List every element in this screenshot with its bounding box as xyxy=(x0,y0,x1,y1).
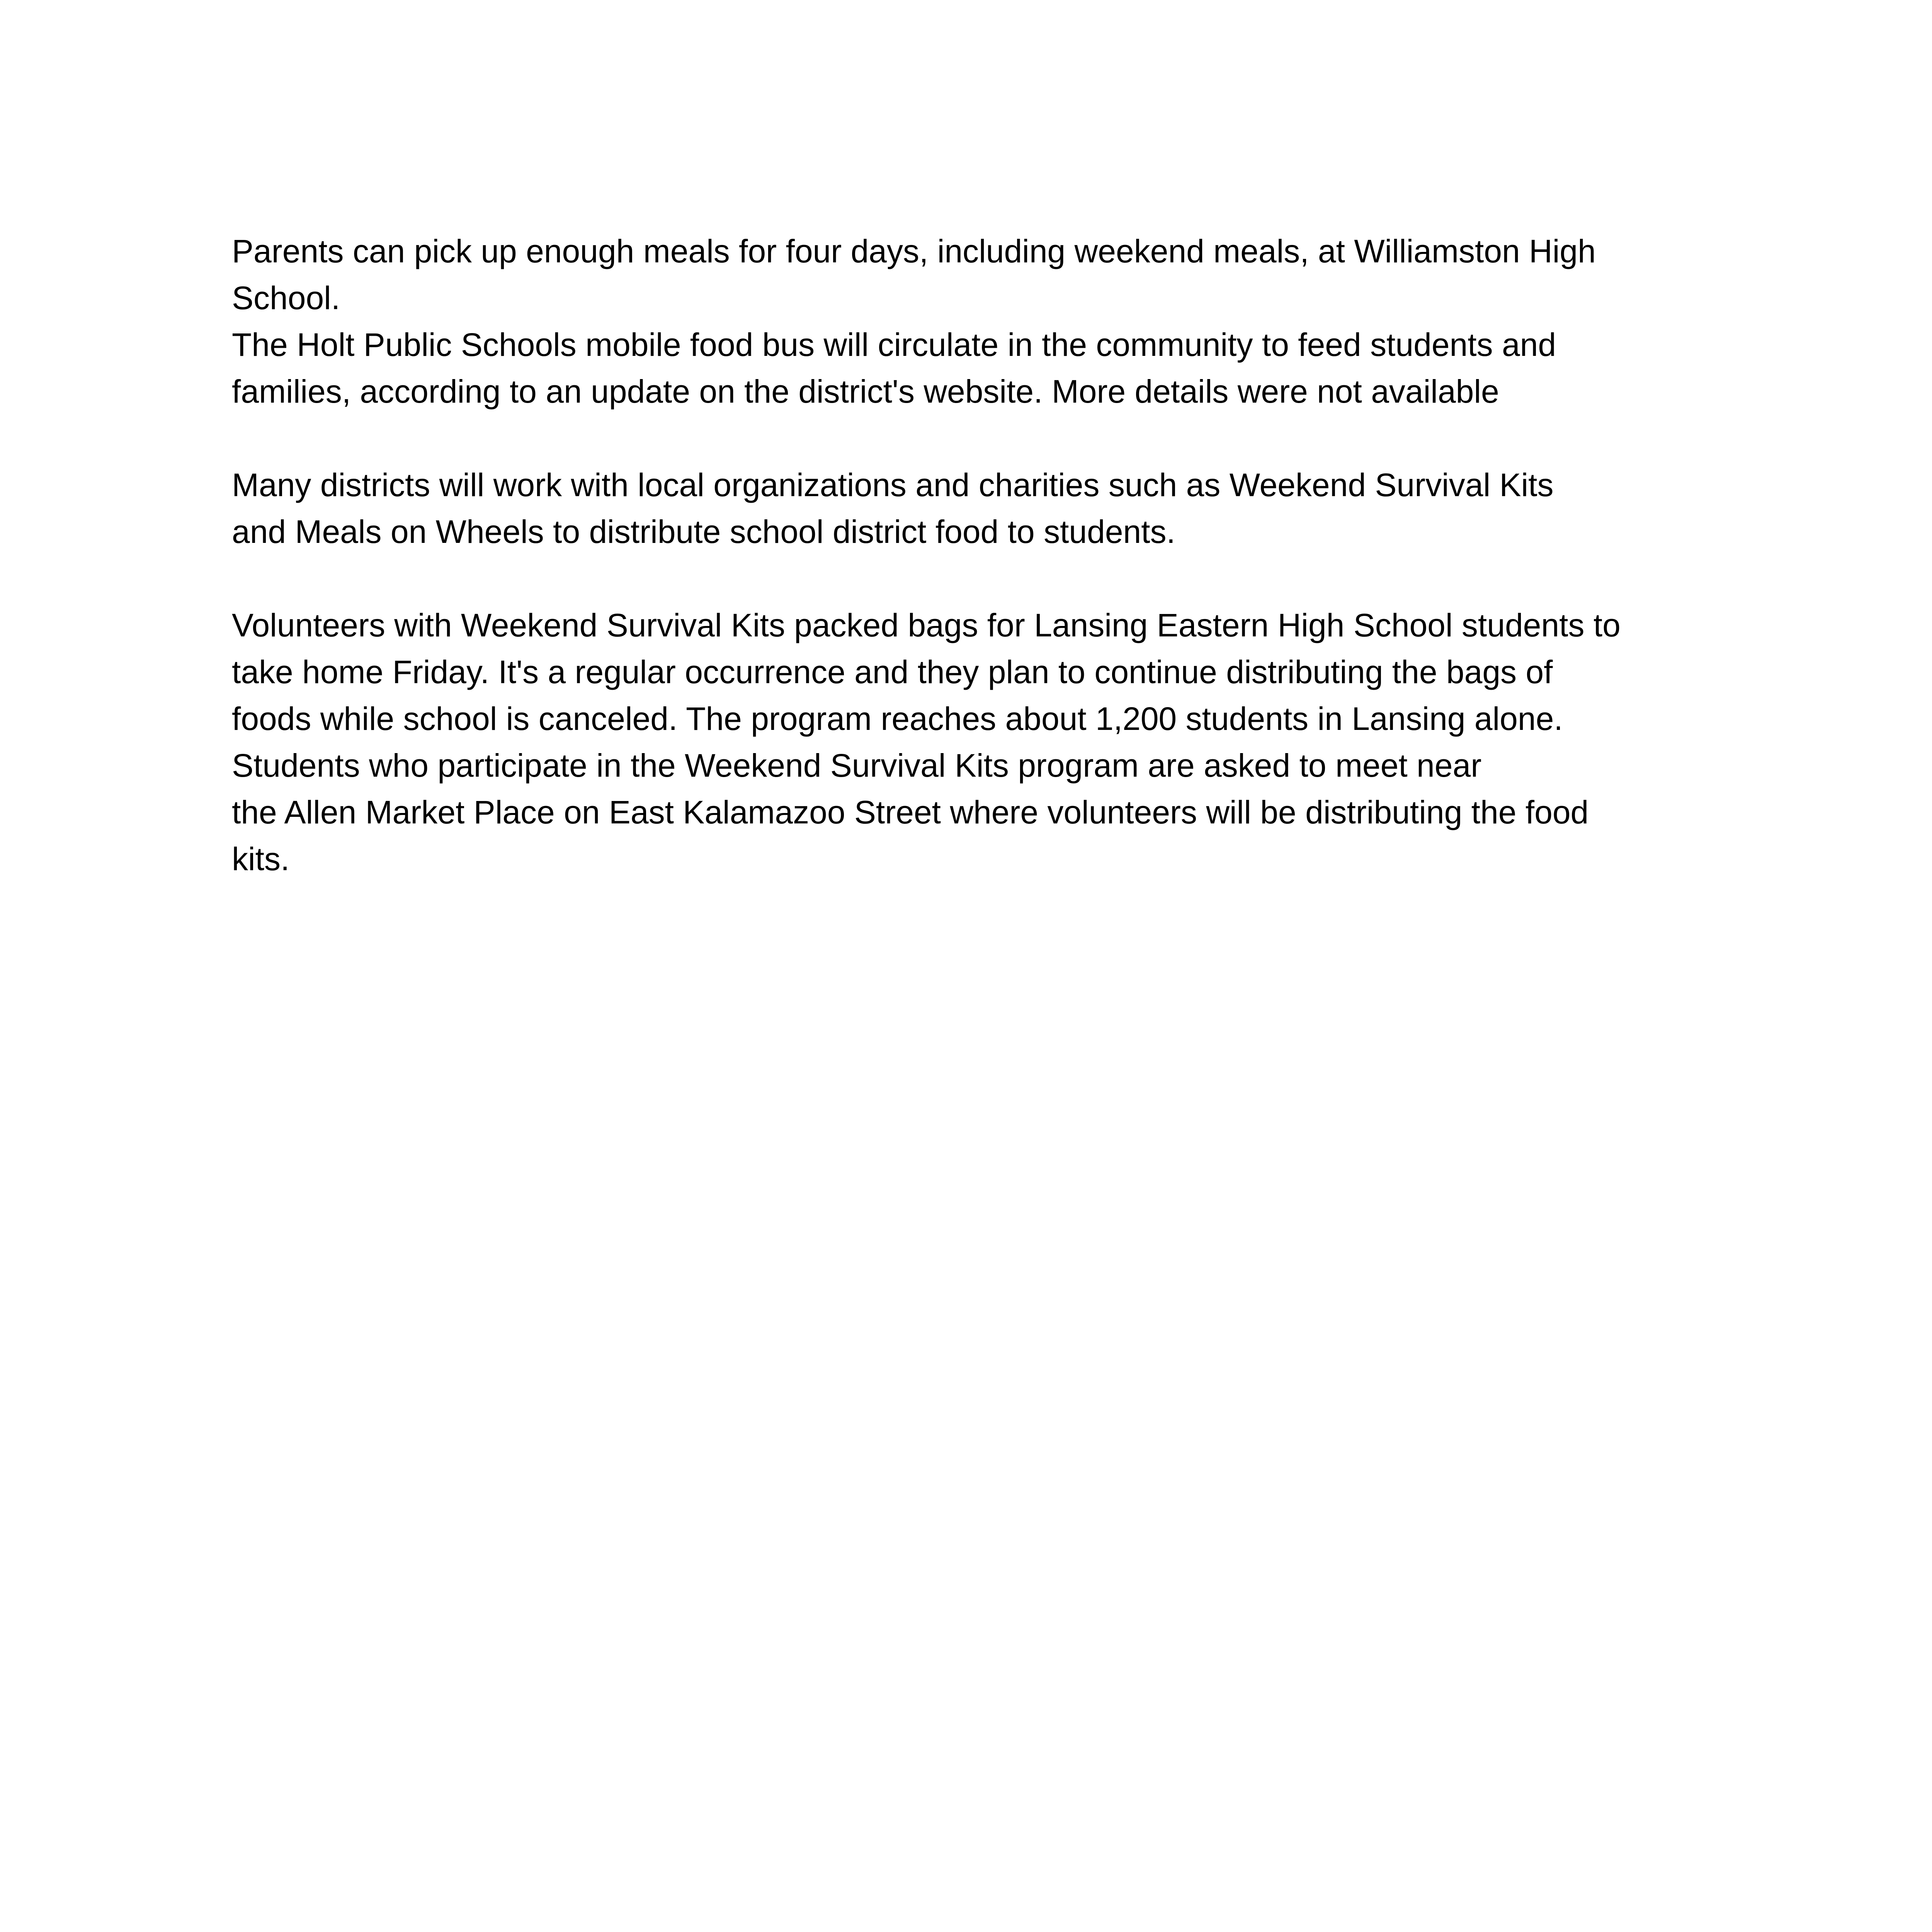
paragraph-survival-kits-volunteers xyxy=(232,602,1762,883)
paragraph-spacer xyxy=(232,555,1762,602)
text-line: Many districts will work with local organizations and charities such as Weekend Survival Kits xyxy=(232,467,1554,503)
text-line: School. xyxy=(232,280,340,316)
paragraph-williamston-meals xyxy=(232,228,1762,321)
text-line: foods while school is canceled. The program reaches about 1,200 students in Lansing alone. xyxy=(232,701,1563,737)
paragraph-local-organizations xyxy=(232,462,1762,555)
text-line: and Meals on Wheels to distribute school district food to students. xyxy=(232,514,1175,550)
text-line: Students who participate in the Weekend Survival Kits program are asked to meet near xyxy=(232,747,1482,784)
text-line: families, according to an update on the district's website. More details were not available xyxy=(232,373,1499,410)
document-body xyxy=(232,228,1762,883)
paragraph-spacer xyxy=(232,415,1762,462)
text-line: kits. xyxy=(232,841,290,877)
text-line: Volunteers with Weekend Survival Kits packed bags for Lansing Eastern High School students to xyxy=(232,607,1621,643)
text-line: The Holt Public Schools mobile food bus will circulate in the community to feed students and xyxy=(232,327,1556,363)
text-line: take home Friday. It's a regular occurrence and they plan to continue distributing the bags of xyxy=(232,654,1553,690)
paragraph-holt-food-bus xyxy=(232,321,1762,415)
text-line: the Allen Market Place on East Kalamazoo Street where volunteers will be distributing the food xyxy=(232,794,1589,830)
text-line: Parents can pick up enough meals for four days, including weekend meals, at Williamston High xyxy=(232,233,1596,269)
